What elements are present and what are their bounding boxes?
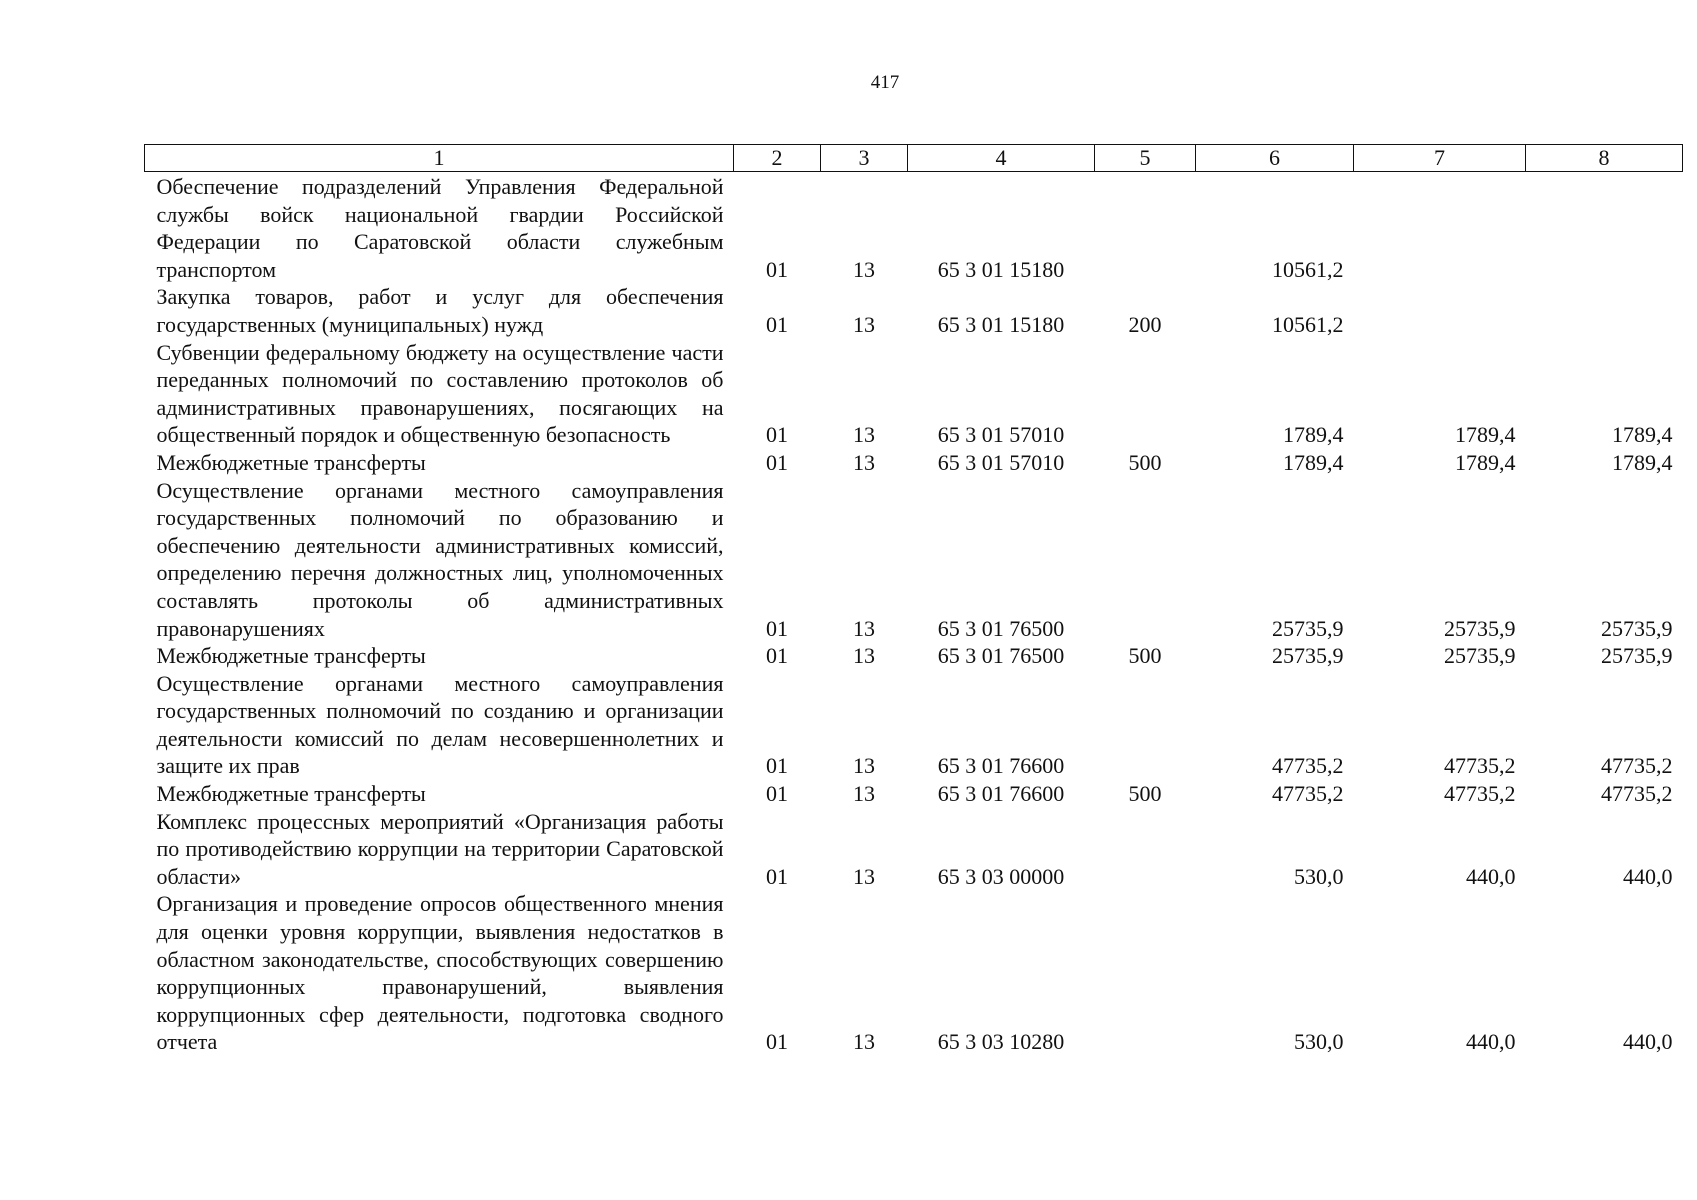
amount-year-2-cell	[1354, 283, 1526, 338]
table-row	[145, 808, 1683, 891]
expense-type-cell	[1095, 890, 1196, 1056]
section-code-cell: 01	[766, 643, 788, 669]
row-name-cell: Комплекс процессных мероприятий «Организация работы по противодействию коррупции на территории Саратовской области»	[156, 808, 724, 889]
target-article-cell: 65 3 03 00000	[937, 863, 1065, 889]
table-body	[145, 172, 1683, 1057]
table-row	[145, 890, 1683, 1056]
row-name-cell: Субвенции федеральному бюджету на осуществление части переданных полномочий по составлению протоколов об административных правонарушениях, посягающих на общественный порядок и общественную безопасность	[156, 339, 724, 448]
amount-year-2-cell: 440,0	[1466, 863, 1516, 889]
amount-year-3-cell: 440,0	[1623, 863, 1673, 889]
expense-type-cell	[1095, 339, 1196, 449]
table-row	[145, 780, 1683, 808]
expense-type-cell: 500	[1128, 449, 1162, 475]
amount-year-1-cell: 530,0	[1294, 1029, 1344, 1055]
column-header-5: 5	[1095, 145, 1196, 172]
subsection-code-cell: 13	[853, 256, 875, 282]
amount-year-2-cell	[1354, 172, 1526, 284]
table-row	[145, 172, 1683, 284]
table-row	[145, 339, 1683, 449]
subsection-code-cell: 13	[853, 781, 875, 807]
amount-year-1-cell: 1789,4	[1283, 422, 1344, 448]
expense-type-cell: 500	[1128, 643, 1162, 669]
budget-table	[144, 144, 1683, 1056]
expense-type-cell: 200	[1128, 311, 1162, 337]
column-header-7: 7	[1354, 145, 1526, 172]
row-name-cell: Межбюджетные трансферты	[156, 449, 426, 475]
amount-year-1-cell: 10561,2	[1272, 311, 1344, 337]
subsection-code-cell: 13	[853, 422, 875, 448]
column-header-1: 1	[145, 145, 734, 172]
subsection-code-cell: 13	[853, 863, 875, 889]
amount-year-3-cell: 25735,9	[1601, 643, 1673, 669]
section-code-cell: 01	[766, 1029, 788, 1055]
page-number: 417	[870, 72, 900, 93]
column-header-6: 6	[1196, 145, 1354, 172]
table-row	[145, 449, 1683, 477]
target-article-cell: 65 3 03 10280	[937, 1029, 1065, 1055]
amount-year-1-cell: 10561,2	[1272, 256, 1344, 282]
subsection-code-cell: 13	[853, 753, 875, 779]
amount-year-3-cell	[1526, 283, 1683, 338]
target-article-cell: 65 3 01 76500	[937, 615, 1065, 641]
amount-year-2-cell: 47735,2	[1444, 781, 1516, 807]
subsection-code-cell: 13	[853, 643, 875, 669]
section-code-cell: 01	[766, 753, 788, 779]
amount-year-1-cell: 25735,9	[1272, 615, 1344, 641]
target-article-cell: 65 3 01 15180	[937, 311, 1065, 337]
target-article-cell: 65 3 01 76500	[937, 643, 1065, 669]
target-article-cell: 65 3 01 76600	[937, 753, 1065, 779]
amount-year-3-cell: 47735,2	[1601, 753, 1673, 779]
amount-year-2-cell: 47735,2	[1444, 753, 1516, 779]
expense-type-cell	[1095, 172, 1196, 284]
row-name-cell: Межбюджетные трансферты	[156, 781, 426, 807]
section-code-cell: 01	[766, 449, 788, 475]
amount-year-3-cell: 25735,9	[1601, 615, 1673, 641]
amount-year-2-cell: 1789,4	[1455, 422, 1516, 448]
column-header-2: 2	[734, 145, 821, 172]
row-name-cell: Организация и проведение опросов общественного мнения для оценки уровня коррупции, выявления недостатков в областном законодательстве, способствующих совершению коррупционных правонарушений, выявления коррупционных сфер деятельности, подготовка сводного отчета	[156, 891, 724, 1055]
subsection-code-cell: 13	[853, 311, 875, 337]
section-code-cell: 01	[766, 311, 788, 337]
amount-year-3-cell: 440,0	[1623, 1029, 1673, 1055]
table-row	[145, 642, 1683, 670]
header-row	[145, 145, 1683, 172]
amount-year-1-cell: 25735,9	[1272, 643, 1344, 669]
section-code-cell: 01	[766, 422, 788, 448]
amount-year-3-cell: 1789,4	[1612, 422, 1673, 448]
amount-year-3-cell: 47735,2	[1601, 781, 1673, 807]
section-code-cell: 01	[766, 863, 788, 889]
row-name-cell: Обеспечение подразделений Управления Федеральной службы войск национальной гвардии Российской Федерации по Саратовской области служебным транспортом	[156, 174, 724, 282]
target-article-cell: 65 3 01 57010	[937, 422, 1065, 448]
amount-year-2-cell: 440,0	[1466, 1029, 1516, 1055]
amount-year-1-cell: 47735,2	[1272, 753, 1344, 779]
amount-year-1-cell: 530,0	[1294, 863, 1344, 889]
amount-year-1-cell: 47735,2	[1272, 781, 1344, 807]
row-name-cell: Межбюджетные трансферты	[156, 643, 426, 669]
amount-year-2-cell: 25735,9	[1444, 615, 1516, 641]
target-article-cell: 65 3 01 15180	[937, 256, 1065, 282]
subsection-code-cell: 13	[853, 1029, 875, 1055]
section-code-cell: 01	[766, 615, 788, 641]
amount-year-3-cell: 1789,4	[1612, 449, 1673, 475]
section-code-cell: 01	[766, 781, 788, 807]
subsection-code-cell: 13	[853, 615, 875, 641]
table-row	[145, 283, 1683, 338]
amount-year-2-cell: 1789,4	[1455, 449, 1516, 475]
expense-type-cell: 500	[1128, 781, 1162, 807]
amount-year-2-cell: 25735,9	[1444, 643, 1516, 669]
subsection-code-cell: 13	[853, 449, 875, 475]
row-name-cell: Осуществление органами местного самоуправления государственных полномочий по образованию и обеспечению деятельности административных комиссий, определению перечня должностных лиц, уполномоченных составлять протоколы об административных правонарушениях	[156, 477, 724, 641]
target-article-cell: 65 3 01 57010	[937, 449, 1065, 475]
amount-year-1-cell: 1789,4	[1283, 449, 1344, 475]
target-article-cell: 65 3 01 76600	[937, 781, 1065, 807]
section-code-cell: 01	[766, 256, 788, 282]
table-row	[145, 670, 1683, 780]
column-header-4: 4	[908, 145, 1095, 172]
column-header-3: 3	[821, 145, 908, 172]
table-row	[145, 477, 1683, 643]
row-name-cell: Закупка товаров, работ и услуг для обеспечения государственных (муниципальных) нужд	[156, 284, 724, 337]
amount-year-3-cell	[1526, 172, 1683, 284]
expense-type-cell	[1095, 808, 1196, 891]
expense-type-cell	[1095, 477, 1196, 643]
expense-type-cell	[1095, 670, 1196, 780]
row-name-cell: Осуществление органами местного самоуправления государственных полномочий по созданию и организации деятельности комиссий по делам несовершеннолетних и защите их прав	[156, 670, 724, 779]
column-header-8: 8	[1526, 145, 1683, 172]
